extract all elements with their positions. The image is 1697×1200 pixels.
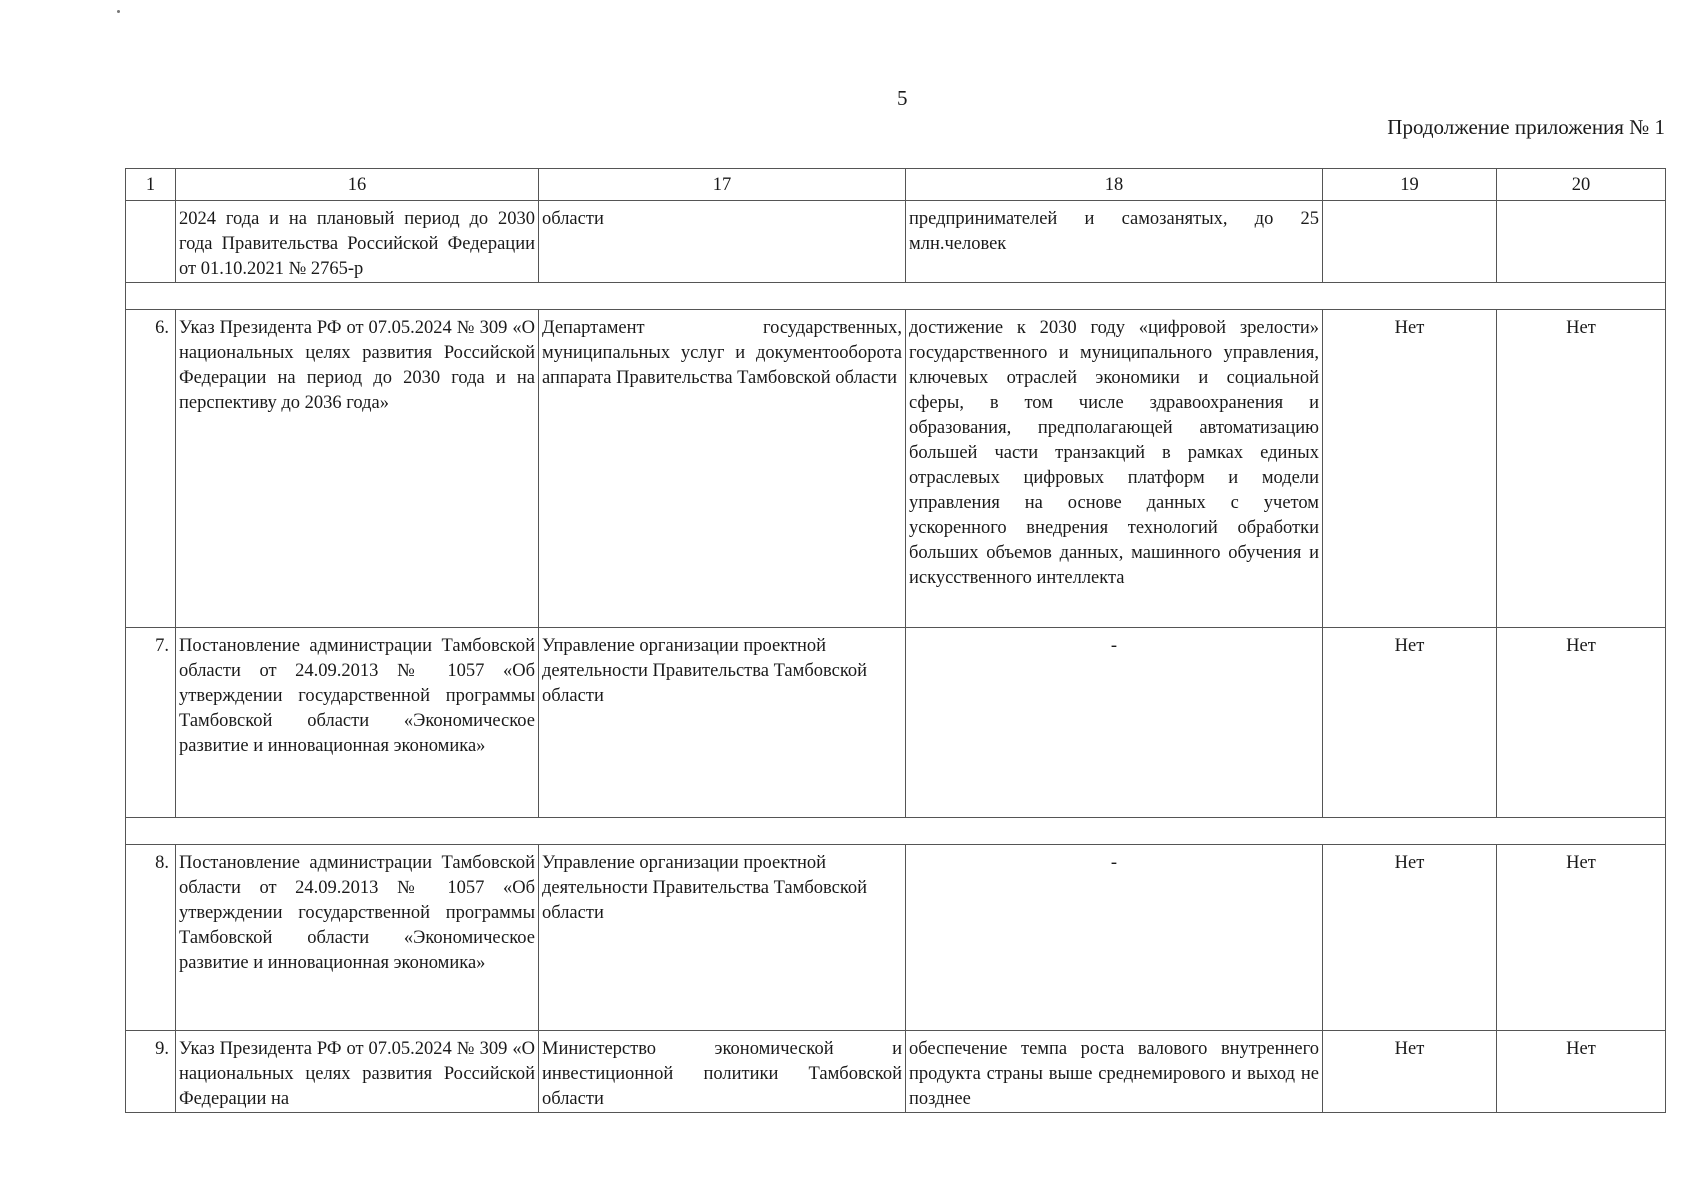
table-gap-row [126,818,1666,845]
cell-col19: Нет [1323,310,1497,628]
table-row [126,201,1666,283]
cell-responsible: области [539,201,906,283]
cell-responsible: Министерство экономической и инвестиционной политики Тамбовской области [539,1031,906,1113]
cell-responsible: Департамент государственных, муниципальных услуг и документооборота аппарата Правительства Тамбовской области [539,310,906,628]
table-row [126,310,1666,628]
header-cell-17: 17 [539,169,906,201]
header-cell-18: 18 [906,169,1323,201]
row-number [126,201,176,283]
cell-goal: предпринимателей и самозанятых, до 25 млн.человек [906,201,1323,283]
cell-document: Указ Президента РФ от 07.05.2024 № 309 «О национальных целях развития Российской Федерации на [176,1031,539,1113]
header-cell-19: 19 [1323,169,1497,201]
row-number: 7. [126,628,176,818]
cell-col19: Нет [1323,1031,1497,1113]
cell-col20 [1497,201,1666,283]
cell-document: Постановление администрации Тамбовской области от 24.09.2013 № 1057 «Об утверждении государственной программы Тамбовской области «Экономическое развитие и инновационная экономика» [176,845,539,1031]
continuation-label: Продолжение приложения № 1 [1387,115,1665,139]
header-cell-16: 16 [176,169,539,201]
header-cell-1: 1 [126,169,176,201]
row-number: 9. [126,1031,176,1113]
table-row [126,1031,1666,1113]
cell-goal: достижение к 2030 году «цифровой зрелости» государственного и муниципального управления, ключевых отраслей экономики и социальной сферы, в том числе здравоохранения и образования, предполагающей автоматизацию большей части транзакций в рамках единых отраслевых цифровых платформ и модели управления на основе данных с учетом ускоренного внедрения технологий обработки больших объемов данных, машинного обучения и искусственного интеллекта [906,310,1323,628]
cell-goal: - [906,845,1323,1031]
header-cell-20: 20 [1497,169,1666,201]
cell-responsible: Управление организации проектной деятельности Правительства Тамбовской области [539,628,906,818]
cell-responsible: Управление организации проектной деятельности Правительства Тамбовской области [539,845,906,1031]
cell-col20: Нет [1497,628,1666,818]
cell-document: 2024 года и на плановый период до 2030 года Правительства Российской Федерации от 01.10.2021 № 2765-р [176,201,539,283]
cell-col20: Нет [1497,1031,1666,1113]
gap-cell [126,283,1666,310]
table-header-row [126,169,1666,201]
row-number: 8. [126,845,176,1031]
cell-col20: Нет [1497,310,1666,628]
gap-cell [126,818,1666,845]
table-row [126,628,1666,818]
cell-goal: - [906,628,1323,818]
table-gap-row [126,283,1666,310]
row-number: 6. [126,310,176,628]
page-number: 5 [897,86,908,110]
cell-goal: обеспечение темпа роста валового внутреннего продукта страны выше среднемирового и выход не позднее [906,1031,1323,1113]
scan-speck [117,10,120,13]
cell-document: Постановление администрации Тамбовской области от 24.09.2013 № 1057 «Об утверждении государственной программы Тамбовской области «Экономическое развитие и инновационная экономика» [176,628,539,818]
table-row [126,845,1666,1031]
cell-col19: Нет [1323,628,1497,818]
cell-col19: Нет [1323,845,1497,1031]
cell-col19 [1323,201,1497,283]
annex-table [125,168,1666,1113]
cell-document: Указ Президента РФ от 07.05.2024 № 309 «О национальных целях развития Российской Федерации на период до 2030 года и на перспективу до 2036 года» [176,310,539,628]
cell-col20: Нет [1497,845,1666,1031]
